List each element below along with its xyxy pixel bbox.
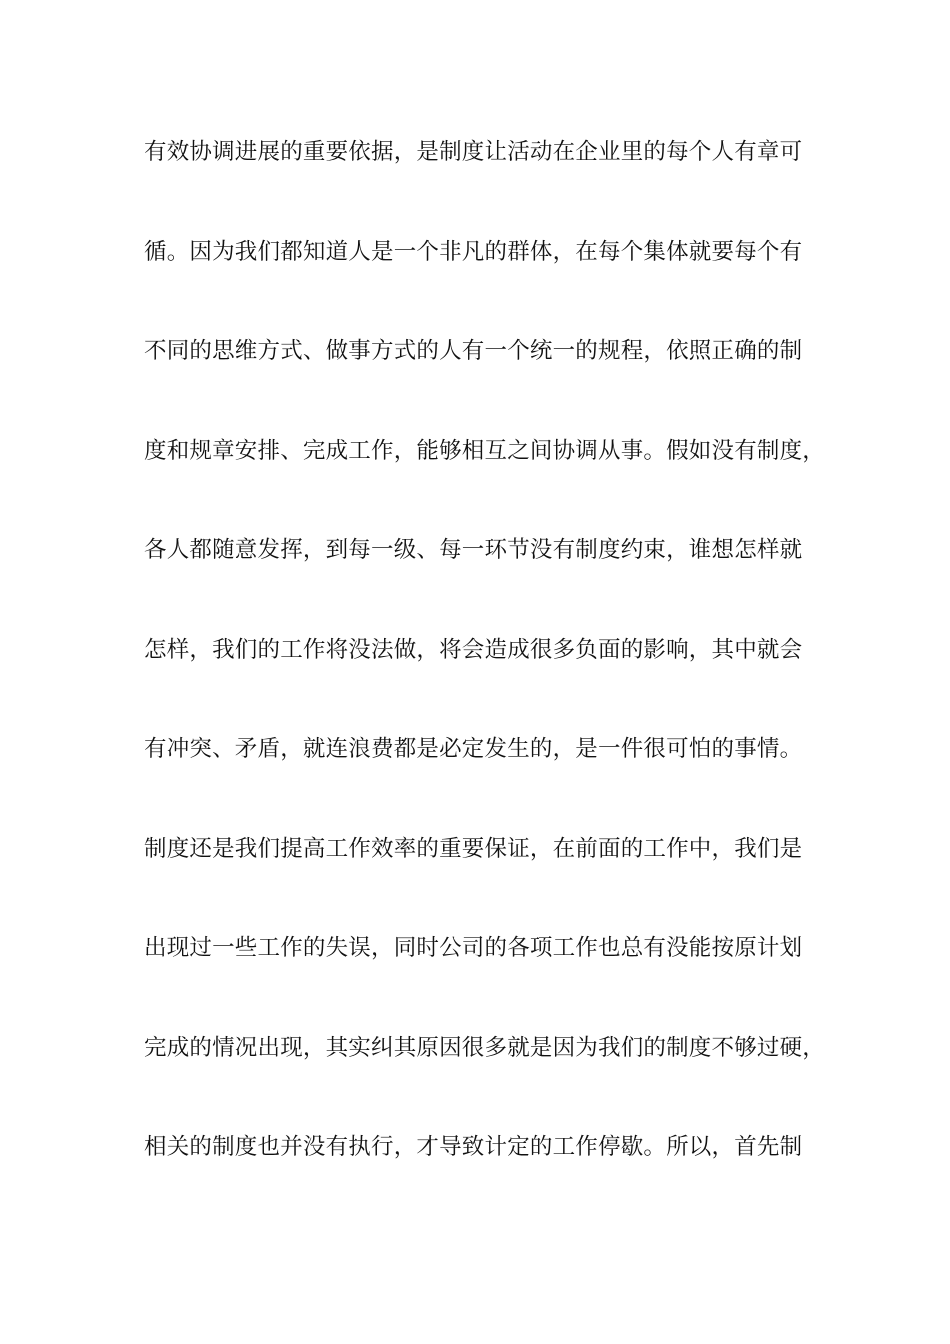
text-line: 怎样，我们的工作将没法做，将会造成很多负面的影响，其中就会 <box>144 636 803 663</box>
text-line: 有效协调进展的重要依据，是制度让活动在企业里的每个人有章可 <box>144 139 803 165</box>
text-line: 有冲突、矛盾，就连浪费都是必定发生的，是一件很可怕的事情。 <box>144 736 803 762</box>
body-text <box>144 128 834 1223</box>
text-line: 出现过一些工作的失误，同时公司的各项工作也总有没能按原计划 <box>144 935 803 961</box>
text-line: 度和规章安排、完成工作，能够相互之间协调从事。假如没有制度， <box>144 437 826 464</box>
text-line: 不同的思维方式、做事方式的人有一个统一的规程，依照正确的制 <box>144 338 803 364</box>
text-line: 相关的制度也并没有执行，才导致计定的工作停歇。所以，首先制 <box>144 1134 803 1160</box>
text-line: 各人都随意发挥，到每一级、每一环节没有制度约束，谁想怎样就 <box>144 537 803 563</box>
text-line: 制度还是我们提高工作效率的重要保证，在前面的工作中，我们是 <box>144 835 803 862</box>
text-line: 完成的情况出现，其实纠其原因很多就是因为我们的制度不够过硬， <box>144 1034 826 1061</box>
text-line: 循。因为我们都知道人是一个非凡的群体，在每个集体就要每个有 <box>144 238 803 265</box>
